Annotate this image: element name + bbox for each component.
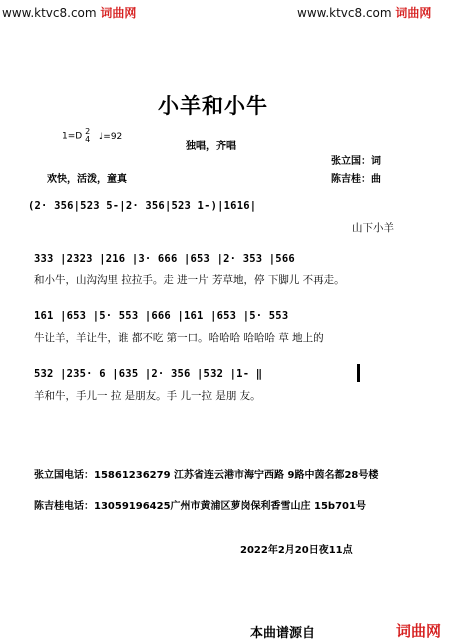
score-line-3-notes: 161 |653 |5· 553 |666 |161 |653 |5· 553: [34, 310, 289, 322]
watermark-brand: 词曲网: [395, 6, 432, 20]
footer-brand-logo: 词曲网: [396, 622, 442, 640]
score-line-3-lyrics: 牛让羊，羊让牛，谁 都不吃 第一口。哈哈哈 哈哈哈 草 地上的: [34, 332, 324, 344]
score-line-1-lyrics: 山下小羊: [352, 222, 394, 234]
lyricist: 张立国：词: [331, 156, 381, 167]
expression-marking: 欢快，活泼，童真: [47, 174, 127, 185]
score-line-4-notes: 532 |235· 6 |635 |2· 356 |532 |1- ‖: [34, 368, 263, 380]
contact-composer: 陈吉桂电话：13059196425广州市黄浦区萝岗保利香雪山庄 15b701号: [34, 501, 366, 512]
composer: 陈吉桂：曲: [331, 174, 381, 185]
song-title: 小羊和小牛: [158, 94, 268, 118]
watermark-site: www.ktvc8.com: [297, 6, 392, 20]
score-line-1-notes: (2· 356|523 5-|2· 356|523 1-)|1616|: [28, 200, 257, 212]
performance-style: 独唱，齐唱: [186, 141, 236, 152]
key-label: 1=D: [62, 131, 83, 142]
contact-lyricist: 张立国电话：15861236279 江苏省连云港市海宁西路 9路中茵名都28号楼: [34, 470, 379, 481]
final-barline: [357, 364, 360, 382]
tempo: ♩=92: [99, 131, 123, 142]
time-bottom: 4: [85, 135, 91, 144]
score-line-2-lyrics: 和小牛，山沟沟里 拉拉手。走 进一片 芳草地，停 下脚儿 不再走。: [34, 274, 345, 286]
time-signature: [85, 128, 90, 144]
score-line-2-notes: 333 |2323 |216 |3· 666 |653 |2· 353 |566: [34, 253, 295, 265]
score-line-4-lyrics: 羊和牛，手儿一 拉 是朋友。手 儿一拉 是朋 友。: [34, 390, 261, 402]
key-signature: [62, 128, 122, 144]
watermark-site: www.ktvc8.com: [2, 6, 97, 20]
footer-source: 本曲谱源自: [250, 626, 316, 641]
watermark-right: [297, 4, 431, 21]
watermark-left: [2, 4, 136, 21]
composition-date: 2022年2月20日夜11点: [240, 545, 353, 556]
watermark-brand: 词曲网: [100, 6, 137, 20]
time-top: 2: [85, 127, 91, 136]
